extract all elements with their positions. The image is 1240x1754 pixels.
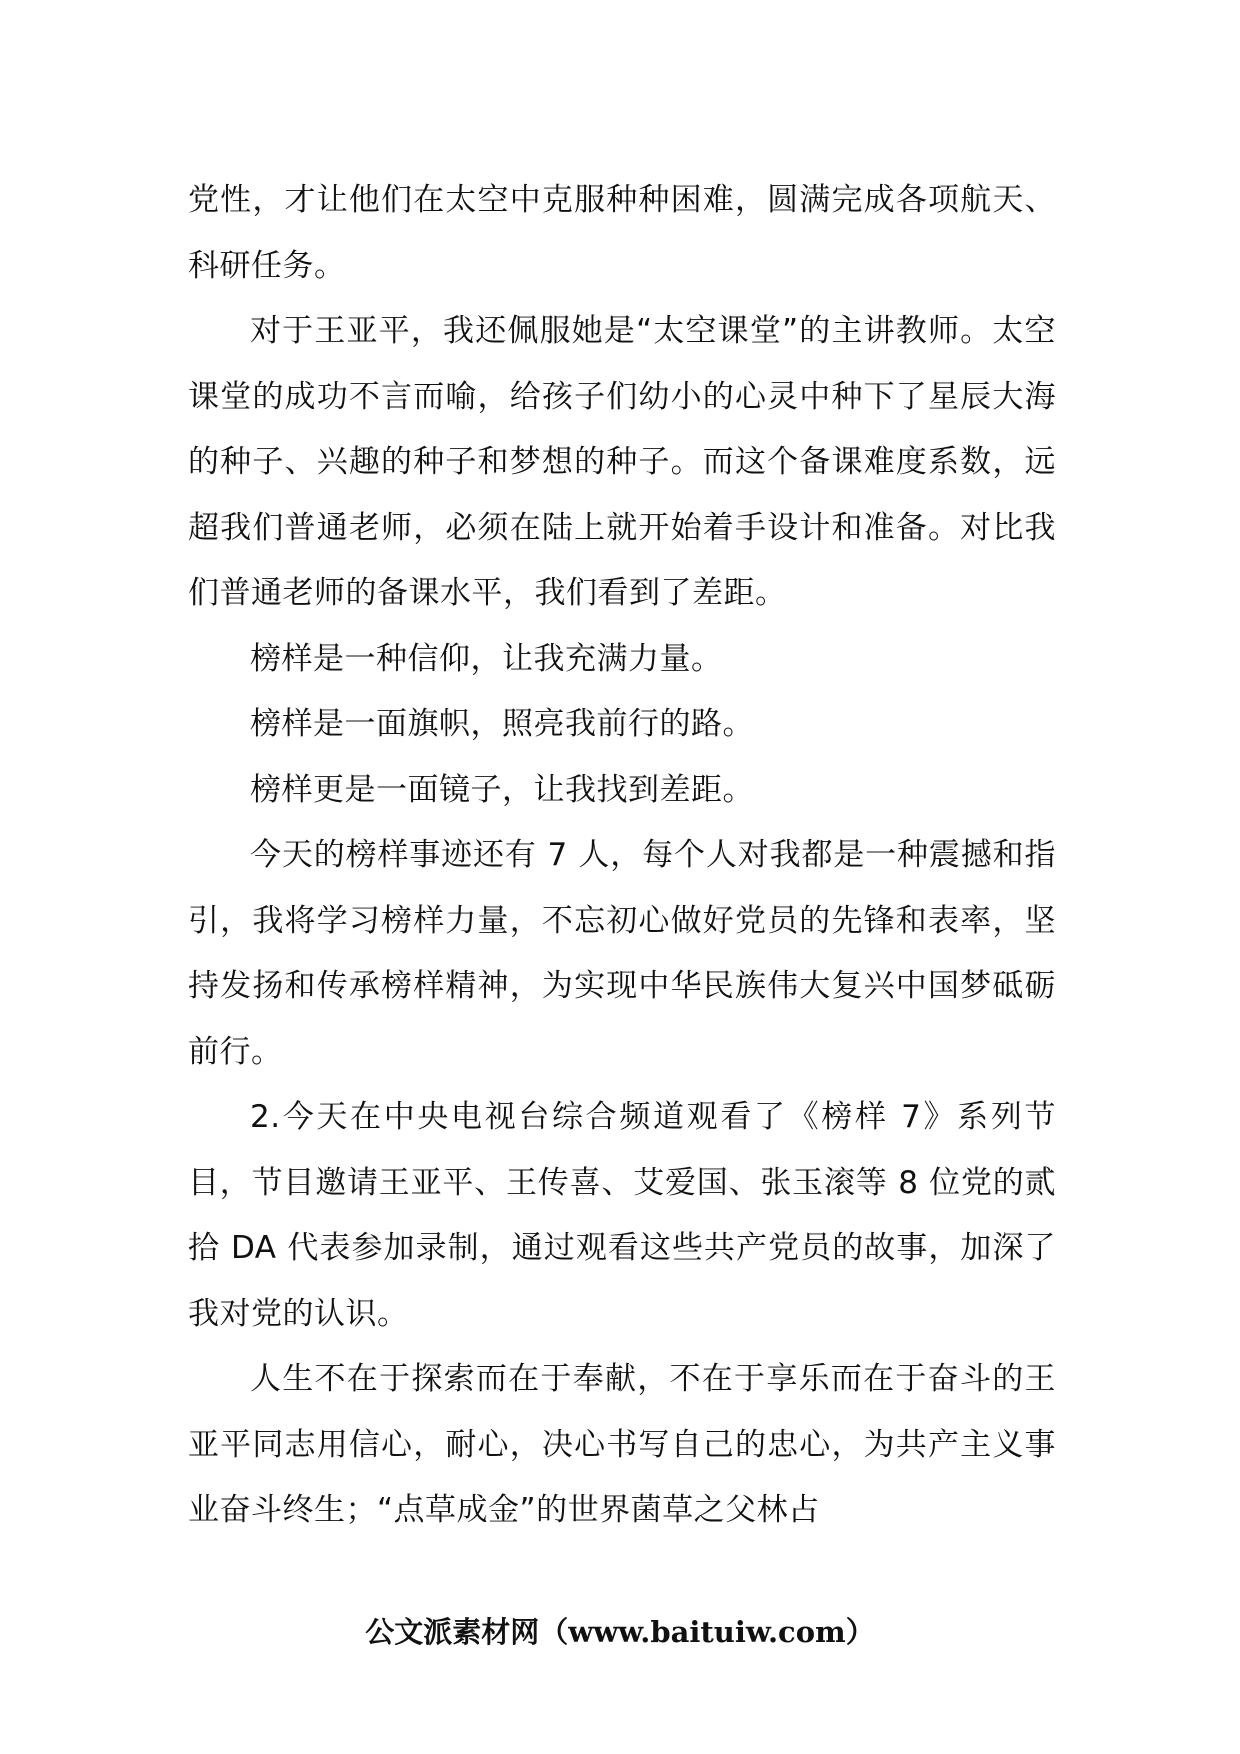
paragraph-8: 人生不在于探索而在于奉献，不在于享乐而在于奋斗的王亚平同志用信心，耐心，决心书写自己的忠心，为共产主义事业奋斗终生；“点草成金”的世界菌草之父林占 <box>188 1361 1056 1528</box>
paragraph-5: 榜样更是一面镜子，让我找到差距。 <box>250 771 754 808</box>
paragraph-1: 党性，才让他们在太空中克服种种困难，圆满完成各项航天、科研任务。 <box>188 182 1056 284</box>
paragraph-6: 今天的榜样事迹还有 7 人，每个人对我都是一种震撼和指引，我将学习榜样力量，不忘初心做好党员的先锋和表率，坚持发扬和传承榜样精神，为实现中华民族伟大复兴中国梦砥砺前行。 <box>188 837 1056 1070</box>
document-body <box>188 168 1056 1544</box>
paragraph-7: 2.今天在中央电视台综合频道观看了《榜样 7》系列节目，节目邀请王亚平、王传喜、艾爱国、张玉滚等 8 位党的贰拾 DA 代表参加录制，通过观看这些共产党员的故事，加深了我对党的认识。 <box>188 1099 1056 1332</box>
paragraph-3: 榜样是一种信仰，让我充满力量。 <box>250 640 723 677</box>
paragraph-4: 榜样是一面旗帜，照亮我前行的路。 <box>250 706 754 742</box>
paragraph-2: 对于王亚平，我还佩服她是“太空课堂”的主讲教师。太空课堂的成功不言而喻，给孩子们幼小的心灵中种下了星辰大海的种子、兴趣的种子和梦想的种子。而这个备课难度系数，远超我们普通老师，必须在陆上就开始着手设计和准备。对比我们普通老师的备课水平，我们看到了差距。 <box>188 313 1056 611</box>
page-footer: 公文派素材网（www.baituiw.com） <box>365 1615 875 1649</box>
